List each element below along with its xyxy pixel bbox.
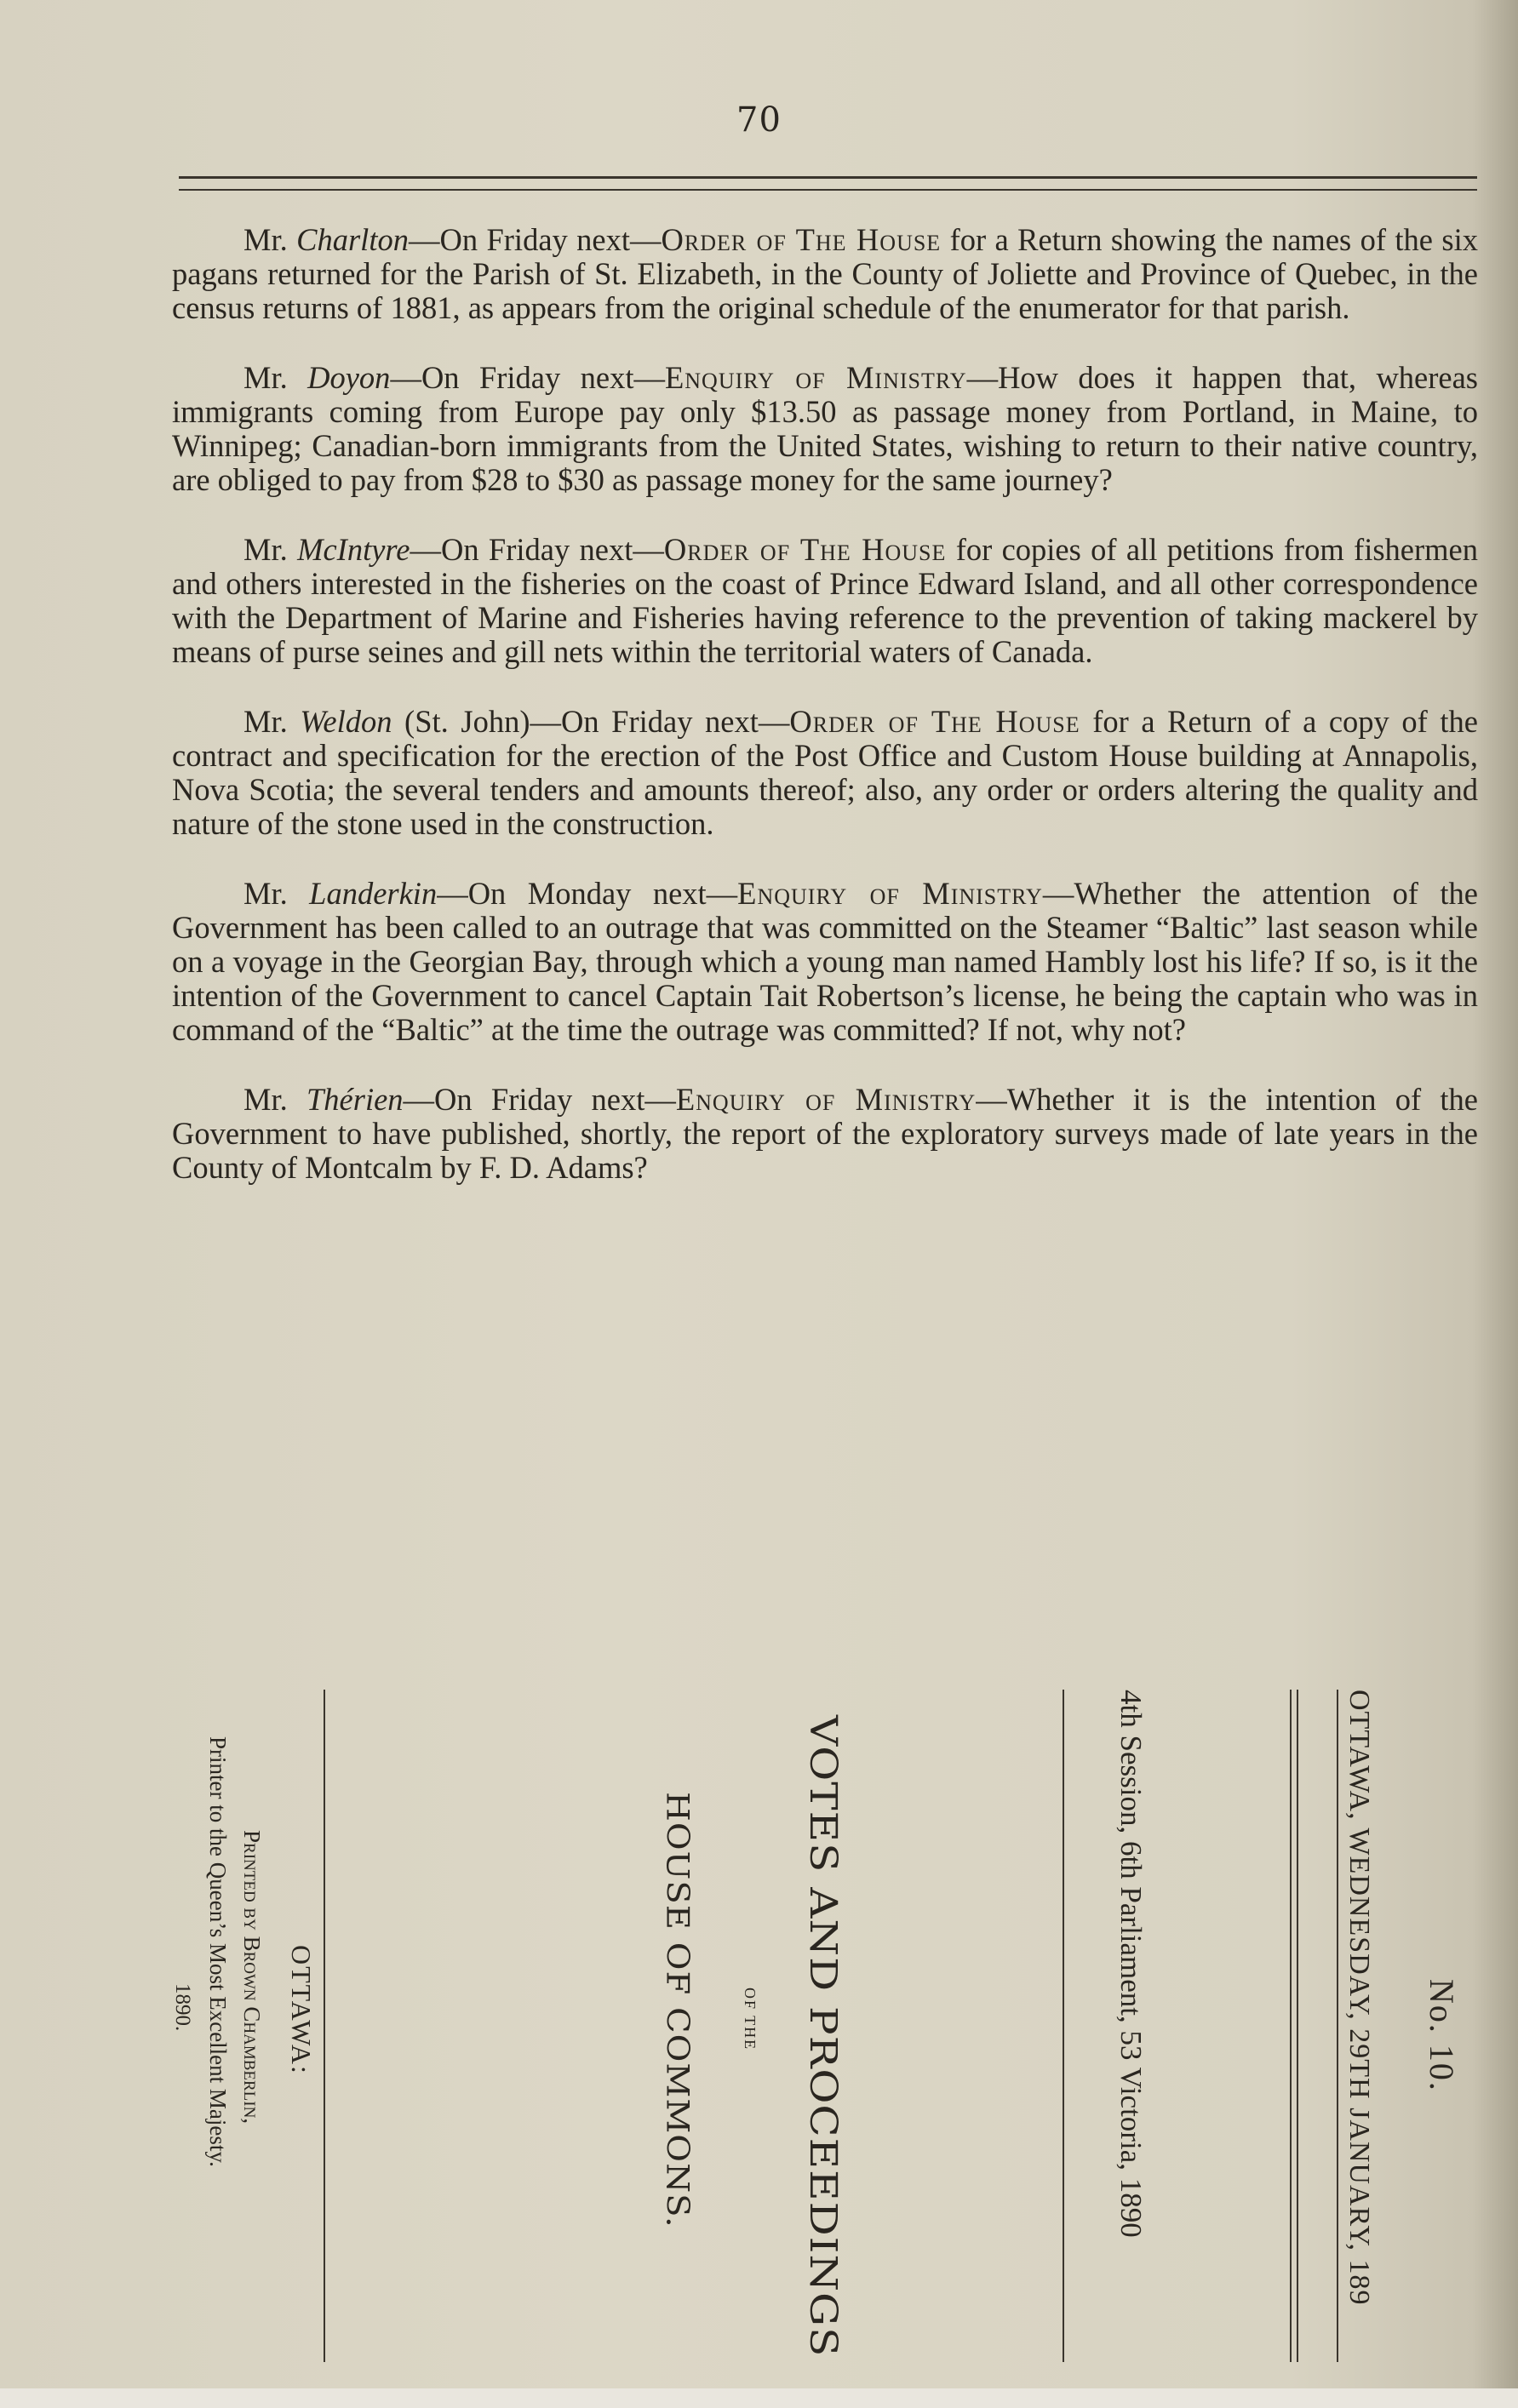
- docket-place: OTTAWA:: [286, 1945, 317, 2075]
- docket-rule: [1297, 1690, 1298, 2362]
- docket-title-house: HOUSE OF COMMONS.: [659, 1792, 695, 2228]
- notice-kind: Enquiry of Ministry: [737, 876, 1043, 911]
- speaker-name: Thérien: [306, 1082, 404, 1117]
- speaker-name: Charlton: [296, 222, 409, 257]
- notice-paragraph: Mr. Thérien—On Friday next—Enquiry of Ministry—Whether it is the intention of the Government to have published, shortly, the report of the exploratory surveys made of late years in the County of Montcalm by F. D. Adams?: [172, 1082, 1478, 1185]
- notice-paragraph: Mr. Landerkin—On Monday next—Enquiry of Ministry—Whether the attention of the Government has been called to an outrage that was committed on the Steamer “Baltic” last season while on a voyage in the Georgian Bay, through which a young man named Hambly lost his life? If so, is it the intention of the Government to cancel Captain Tait Robertson’s license, he being the captain who was in command of the “Baltic” at the time the outrage was committed? If not, why not?: [172, 876, 1478, 1047]
- docket-date: OTTAWA, WEDNESDAY, 29TH JANUARY, 189: [1343, 1690, 1375, 2306]
- notice-kind: Order of The House: [661, 222, 942, 257]
- notice-paragraph: Mr. Doyon—On Friday next—Enquiry of Ministry—How does it happen that, whereas immigrants coming from Europe pay only $13.50 as passage money from Portland, in Maine, to Winnipeg; Canadian-born immigrants from the United States, wishing to return to their native country, are obliged to pay from $28 to $30 as passage money for the same journey?: [172, 360, 1479, 497]
- notice-kind: Enquiry of Ministry: [675, 1082, 977, 1117]
- docket-number: No. 10.: [1423, 1979, 1461, 2092]
- speaker-name: Weldon: [300, 704, 392, 739]
- notice-paragraph: Mr. Weldon (St. John)—On Friday next—Order of The House for a Return of a copy of the contract and specification for the erection of the Post Office and Custom House building at Annapolis, Nova Scotia; the several tenders and amounts thereof; also, any order or orders altering the quality and nature of the stone used in the construction.: [172, 704, 1478, 841]
- docket-title-main: VOTES AND PROCEEDINGS: [801, 1715, 845, 2358]
- notice-kind: Order of The House: [663, 532, 947, 567]
- speaker-name: McIntyre: [297, 532, 410, 567]
- header-rule-top: [179, 176, 1477, 179]
- page-number: 70: [736, 100, 782, 140]
- header-rule-bottom: [179, 189, 1477, 191]
- docket-rule: [1337, 1690, 1338, 2362]
- docket-printer-role: Printer to the Queen’s Most Excellent Majesty.: [205, 1736, 231, 2167]
- notice-kind: Enquiry of Ministry: [664, 360, 967, 395]
- docket-rule: [1063, 1690, 1064, 2362]
- docket-endorsement: [145, 1690, 1461, 2371]
- notices-body: [172, 223, 1478, 1221]
- docket-rule: [324, 1690, 325, 2362]
- docket-rule: [1290, 1690, 1292, 2362]
- notice-paragraph: Mr. McIntyre—On Friday next—Order of The House for copies of all petitions from fishermen and others interested in the fisheries on the coast of Prince Edward Island, and all other correspondence with the Department of Marine and Fisheries having reference to the prevention of taking mackerel by means of purse seines and gill nets within the territorial waters of Canada.: [172, 532, 1478, 669]
- notice-paragraph: Mr. Charlton—On Friday next—Order of The House for a Return showing the names of the six pagans returned for the Parish of St. Elizabeth, in the County of Joliette and Province of Quebec, in the census returns of 1881, as appears from the original schedule of the enumerator for that parish.: [172, 222, 1478, 325]
- docket-title-of: OF THE: [742, 1988, 759, 2051]
- docket-year: 1890.: [171, 1983, 194, 2032]
- docket-session: 4th Session, 6th Parliament, 53 Victoria, 1890: [1114, 1690, 1148, 2238]
- speaker-name: Doyon: [307, 360, 391, 395]
- docket-printer: Printed by Brown Chamberlin,: [239, 1830, 265, 2125]
- scan-bottom-edge: [0, 2388, 1518, 2408]
- notice-kind: Order of The House: [789, 704, 1080, 739]
- speaker-name: Landerkin: [309, 876, 438, 911]
